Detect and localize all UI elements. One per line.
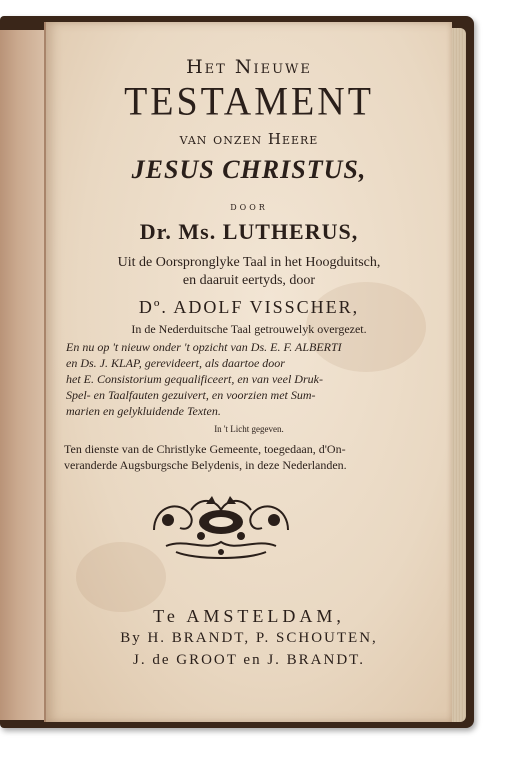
book-spine-edge — [0, 30, 45, 720]
floral-vignette-icon — [146, 490, 296, 562]
translator-line: Dº. ADOLF VISSCHER, — [138, 297, 360, 317]
text-line-7: Uit de Oorspronglyke Taal in het Hoogduitsch, — [117, 255, 381, 270]
title-line-4: JESUS CHRISTUS, — [131, 155, 367, 184]
text-line-16: In 't Licht gegeven. — [214, 424, 284, 434]
text-line-18: veranderde Augsburgsche Belydenis, in deze Nederlanden. — [64, 458, 347, 472]
imprint-city: Te AMSTELDAM, — [153, 606, 345, 626]
author-line: Dr. Ms. LUTHERUS, — [139, 219, 359, 244]
text-line-8: en daaruit eertyds, door — [182, 273, 316, 288]
title-page — [44, 22, 452, 722]
text-line-13: het E. Consistorium gequalificeert, en van veel Druk- — [66, 372, 323, 386]
title-line-5: door — [230, 199, 268, 213]
imprint-publishers-2: J. de GROOT en J. BRANDT. — [133, 652, 365, 668]
title-line-3: van onzen Heere — [179, 130, 319, 148]
text-line-14: Spel- en Taalfauten gezuivert, en voorzien met Sum- — [66, 388, 316, 402]
text-line-11: En nu op 't nieuw onder 't opzicht van Ds. E. F. ALBERTI — [66, 340, 342, 354]
text-line-10: In de Nederduitsche Taal getrouwelyk overgezet. — [131, 322, 367, 336]
text-line-15: marien en gelykluidende Texten. — [66, 404, 221, 418]
title-main: TESTAMENT — [124, 79, 374, 125]
text-line-17: Ten dienste van de Christlyke Gemeente, toegedaan, d'On- — [64, 442, 346, 456]
title-line-1: Het Nieuwe — [186, 56, 312, 78]
imprint-publishers-1: By H. BRANDT, P. SCHOUTEN, — [120, 630, 378, 646]
text-line-12: en Ds. J. KLAP, gerevideert, als daartoe door — [66, 356, 285, 370]
